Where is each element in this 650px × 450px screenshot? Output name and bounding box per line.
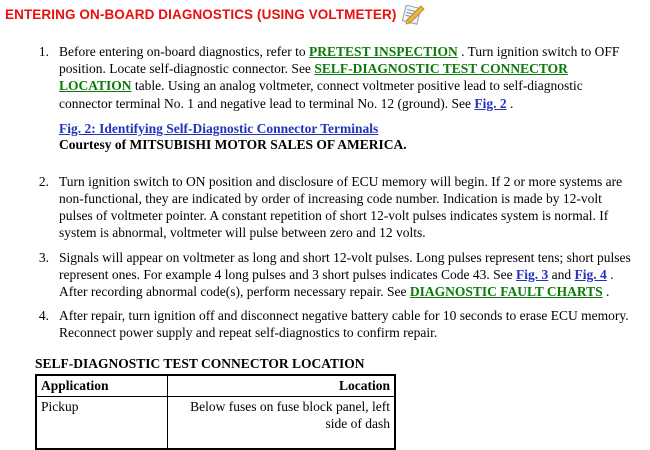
text-segment: . Turn ignition switch to OFF position. Locate self-diagnostic connector. See: [59, 44, 620, 77]
text-segment: .: [602, 284, 610, 300]
list-item-text: [59, 307, 644, 341]
numbered-instructions: [5, 43, 644, 342]
fig-2-caption-link[interactable]: Fig. 2: Identifying Self-Diagnostic Connector Terminals: [59, 120, 379, 136]
list-item-1: [5, 43, 644, 112]
fig-2-link[interactable]: Fig. 2: [474, 95, 507, 111]
diagnostic-fault-charts-link[interactable]: DIAGNOSTIC FAULT CHARTS: [409, 284, 603, 300]
table-header-row: [36, 375, 395, 397]
cell-location: Below fuses on fuse block panel, left side of dash: [168, 396, 396, 449]
fig-3-link[interactable]: Fig. 3: [516, 266, 549, 282]
pretest-inspection-link[interactable]: PRETEST INSPECTION: [309, 44, 458, 59]
list-item-2: [5, 173, 644, 242]
connector-location-section: [35, 356, 644, 450]
text-segment: . After recording abnormal code(s), perform necessary repair. See: [59, 266, 614, 300]
courtesy-line: Courtesy of MITSUBISHI MOTOR SALES OF AMERICA.: [59, 137, 407, 153]
list-item-number: 2.: [38, 173, 49, 189]
list-item-number: 3.: [38, 249, 49, 265]
header-location: Location: [168, 375, 396, 397]
list-item-text: [59, 173, 644, 242]
text-segment: and: [548, 266, 575, 282]
table-caption: SELF-DIAGNOSTIC TEST CONNECTOR LOCATION: [35, 355, 365, 371]
text-segment: Signals will appear on voltmeter as long and short 12-volt pulses. Long pulses represent tens; short pulses represent ones. For example 4 long pulses and 3 short pulses indicates Code 43. See: [59, 249, 631, 282]
self-diagnostic-test-connector-location-link[interactable]: SELF-DIAGNOSTIC TEST CONNECTOR LOCATION: [59, 61, 568, 94]
list-item-number: 4.: [38, 308, 49, 324]
list-item-3: [5, 249, 644, 301]
table-row: [36, 396, 395, 449]
connector-location-table: [35, 374, 396, 450]
text-segment: table. Using an analog voltmeter, connect voltmeter positive lead to self-diagnostic connector terminal No. 1 and negative lead to terminal No. 12 (ground). See: [59, 78, 583, 111]
fig-4-link[interactable]: Fig. 4: [574, 266, 607, 282]
figure-reference-block: [59, 121, 644, 154]
header-application: Application: [36, 375, 168, 397]
cell-application: Pickup: [36, 396, 168, 449]
list-item-text: [59, 43, 644, 112]
note-pencil-icon[interactable]: [401, 5, 425, 29]
text-segment: Turn ignition switch to ON position and disclosure of ECU memory will begin. If 2 or more systems are non-functional, they are indicated by order of increasing code number. Indication is made by 12-volt pulses of voltmeter pointer. A constant repetition of short 12-volt pulses indicates system is normal. If system is abnormal, voltmeter will pulse between zero and 12 volts.: [59, 173, 623, 241]
list-item-4: [5, 307, 644, 341]
list-item-text: [59, 249, 644, 301]
text-segment: After repair, turn ignition off and disconnect negative battery cable for 10 seconds to erase ECU memory. Reconnect power supply and repeat self-diagnostics to confirm repair.: [59, 308, 629, 341]
list-item-number: 1.: [38, 44, 49, 59]
page-title-row: [5, 5, 644, 29]
text-segment: Before entering on-board diagnostics, refer to: [59, 44, 310, 59]
page-title: ENTERING ON-BOARD DIAGNOSTICS (USING VOLTMETER): [5, 7, 397, 22]
text-segment: .: [506, 95, 514, 111]
